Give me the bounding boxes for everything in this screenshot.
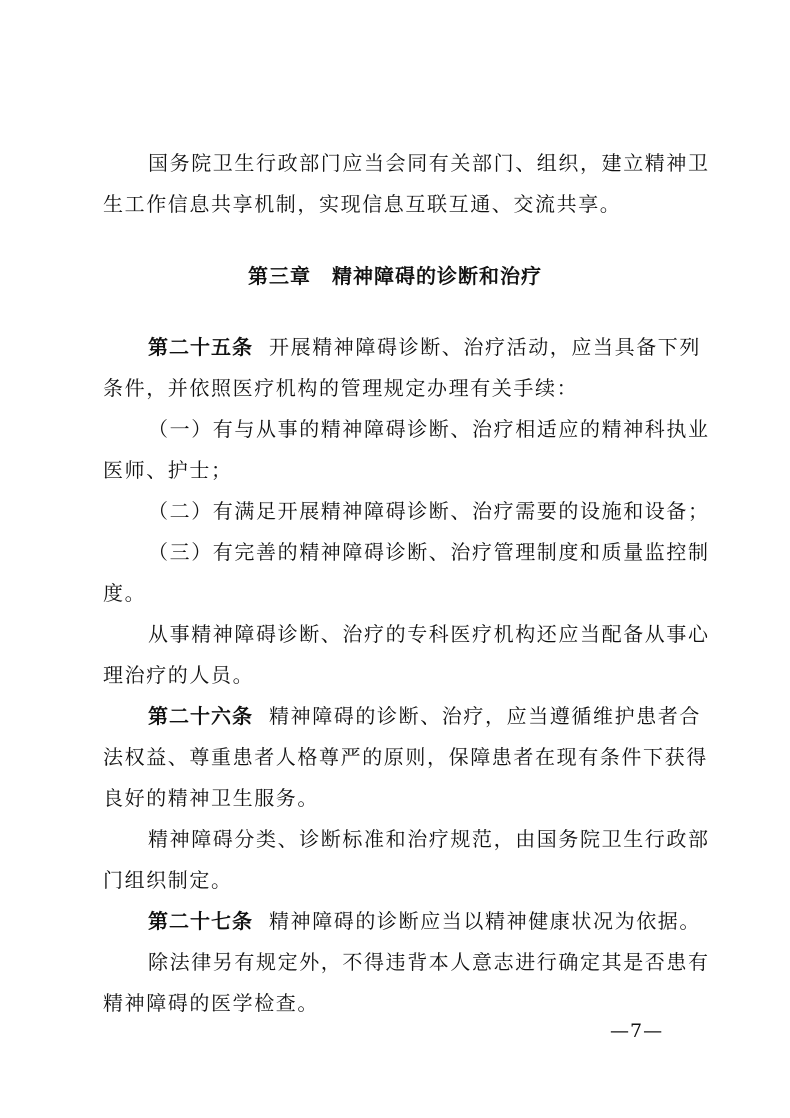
paragraph-line: 条件，并依照医疗机构的管理规定办理有关手续： (103, 376, 579, 400)
paragraph-line: 医师、护士； (103, 458, 233, 482)
paragraph-line: （二）有满足开展精神障碍诊断、治疗需要的设施和设备； (148, 499, 710, 523)
article-number: 第二十六条 (148, 704, 253, 728)
paragraph-line: 理治疗的人员。 (103, 663, 255, 687)
article-text: 精神障碍的诊断应当以精神健康状况为依据。 (269, 909, 701, 933)
article-first-line (148, 702, 701, 730)
paragraph-line: 精神障碍的医学检查。 (103, 991, 319, 1015)
paragraph-line: 度。 (103, 581, 147, 605)
paragraph-line: 除法律另有规定外，不得违背本人意志进行确定其是否患有 (148, 950, 710, 974)
paragraph-line: 从事精神障碍诊断、治疗的专科医疗机构还应当配备从事心 (148, 622, 710, 646)
article-number: 第二十七条 (148, 909, 253, 933)
paragraph-line: （三）有完善的精神障碍诊断、治疗管理制度和质量监控制 (148, 540, 710, 564)
paragraph-line: 法权益、尊重患者人格尊严的原则，保障患者在现有条件下获得 (103, 745, 708, 769)
chapter-heading: 第三章 精神障碍的诊断和治疗 (248, 264, 542, 288)
article-first-line (148, 907, 701, 935)
paragraph-line: 国务院卫生行政部门应当会同有关部门、组织，建立精神卫 (148, 151, 710, 175)
article-text: 精神障碍的诊断、治疗，应当遵循维护患者合 (269, 704, 701, 728)
paragraph-line: 良好的精神卫生服务。 (103, 786, 319, 810)
paragraph-line: （一）有与从事的精神障碍诊断、治疗相适应的精神科执业 (148, 417, 710, 441)
paragraph-line: 生工作信息共享机制，实现信息互联互通、交流共享。 (103, 192, 622, 216)
article-number: 第二十五条 (148, 335, 253, 359)
paragraph-line: 门组织制定。 (103, 868, 233, 892)
article-first-line (148, 333, 701, 361)
paragraph-line: 精神障碍分类、诊断标准和治疗规范，由国务院卫生行政部 (148, 827, 710, 851)
article-text: 开展精神障碍诊断、治疗活动，应当具备下列 (269, 335, 701, 359)
page-number: —7— (610, 1020, 664, 1042)
